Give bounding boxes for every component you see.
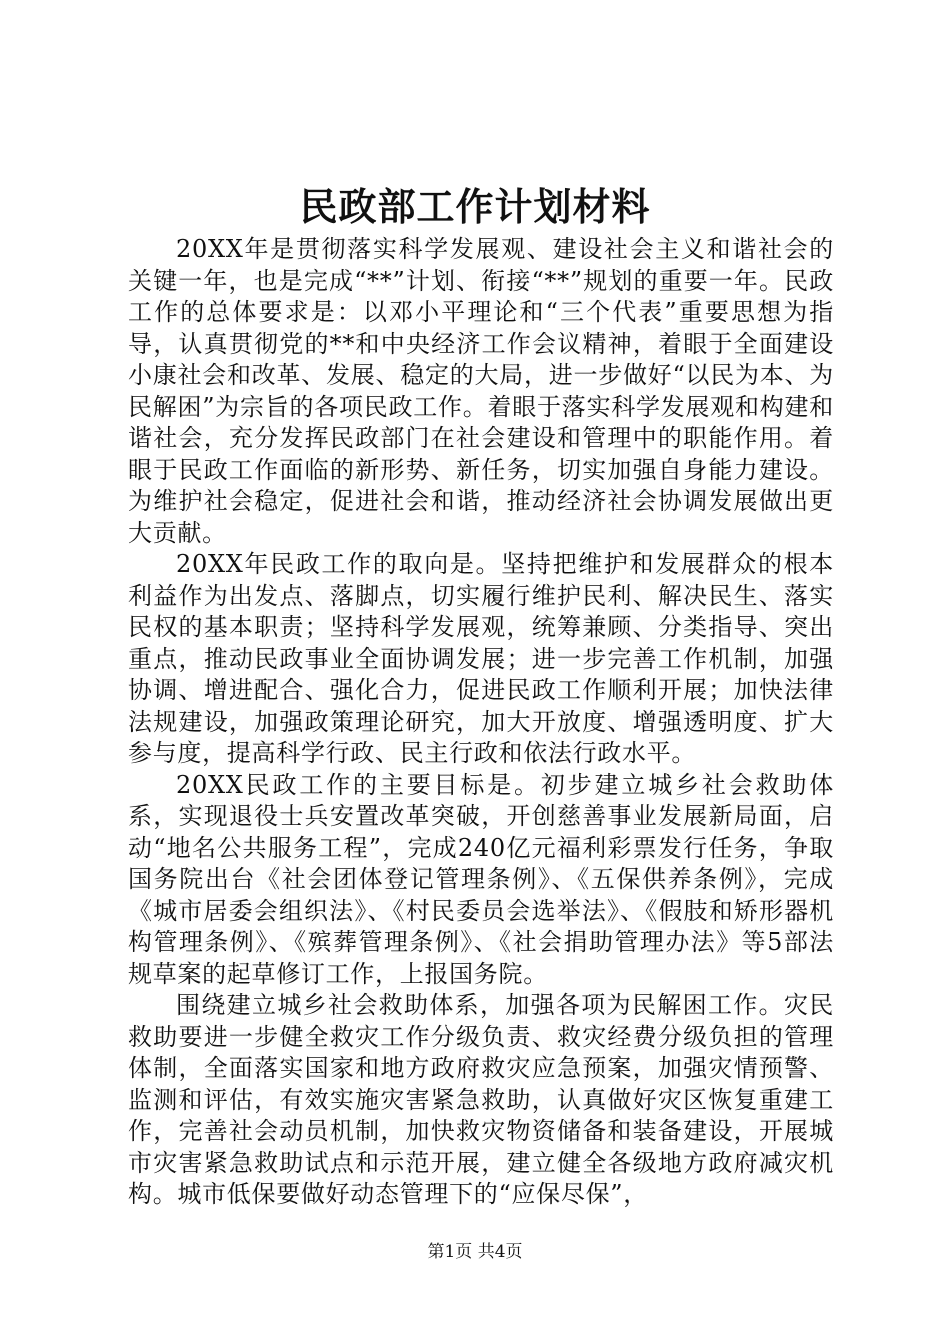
document-body <box>128 234 834 1211</box>
page-footer: 第1页 共4页 <box>427 1242 523 1262</box>
paragraph: 20XX年民政工作的取向是。坚持把维护和发展群众的根本利益作为出发点、落脚点，切实履行维护民利、解决民生、落实民权的基本职责；坚持科学发展观，统筹兼顾、分类指导、突出重点，推动民政事业全面协调发展；进一步完善工作机制，加强协调、增进配合、强化合力，促进民政工作顺利开展；加快法律法规建设，加强政策理论研究，加大开放度、增强透明度、扩大参与度，提高科学行政、民主行政和依法行政水平。 <box>128 550 834 767</box>
paragraph: 围绕建立城乡社会救助体系，加强各项为民解困工作。灾民救助要进一步健全救灾工作分级负责、救灾经费分级负担的管理体制，全面落实国家和地方政府救灾应急预案，加强灾情预警、监测和评估，有效实施灾害紧急救助，认真做好灾区恢复重建工作，完善社会动员机制，加快救灾物资储备和装备建设，开展城市灾害紧急救助试点和示范开展，建立健全各级地方政府减灾机构。城市低保要做好动态管理下的“应保尽保”， <box>128 991 834 1208</box>
paragraph: 20XX民政工作的主要目标是。初步建立城乡社会救助体系，实现退役士兵安置改革突破，开创慈善事业发展新局面，启动“地名公共服务工程”，完成240亿元福利彩票发行任务，争取国务院出台《社会团体登记管理条例》、《五保供养条例》，完成《城市居委会组织法》、《村民委员会选举法》、《假肢和矫形器机构管理条例》、《殡葬管理条例》、《社会捐助管理办法》等5部法规草案的起草修订工作，上报国务院。 <box>128 770 834 988</box>
paragraph: 20XX年是贯彻落实科学发展观、建设社会主义和谐社会的关键一年，也是完成“**”计划、衔接“**”规划的重要一年。民政工作的总体要求是：以邓小平理论和“三个代表”重要思想为指导，认真贯彻党的**和中央经济工作会议精神，着眼于全面建设小康社会和改革、发展、稳定的大局，进一步做好“以民为本、为民解困”为宗旨的各项民政工作。着眼于落实科学发展观和构建和谐社会，充分发挥民政部门在社会建设和管理中的职能作用。着眼于民政工作面临的新形势、新任务，切实加强自身能力建设。为维护社会稳定，促进社会和谐，推动经济社会协调发展做出更大贡献。 <box>128 235 834 547</box>
document-title: 民政部工作计划材料 <box>299 184 651 229</box>
